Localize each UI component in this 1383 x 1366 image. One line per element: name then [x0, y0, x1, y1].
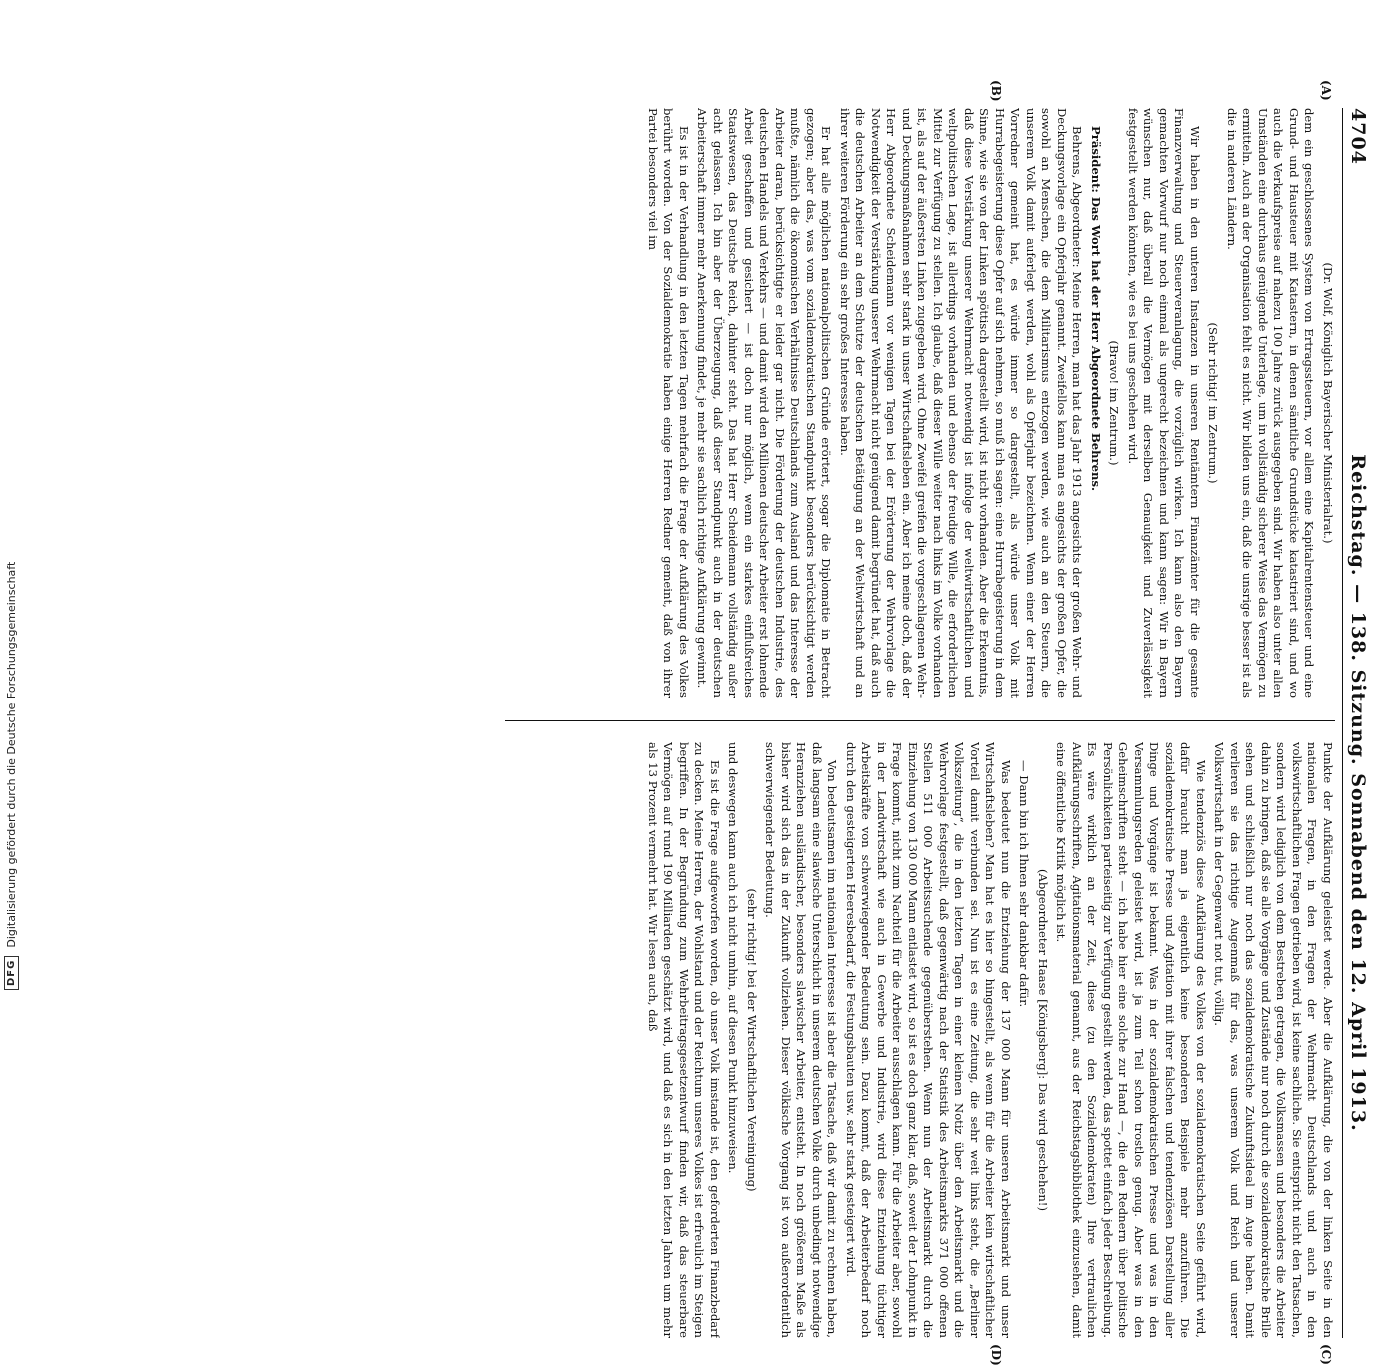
digitization-note: Digitalisierung gefördert durch die Deutsche Forschungsgemeinschaft — [4, 561, 18, 948]
interjection: (Abgeordneter Haase [Königsberg]: Das wird geschehen!) — [1036, 869, 1050, 1211]
page-number: 4704 — [1347, 108, 1369, 165]
marker-d: (D) — [989, 1344, 1003, 1366]
dfg-logo: DFG — [4, 956, 19, 990]
column-divider — [505, 720, 1335, 721]
page-title: Reichstag. — 138. Sitzung. Sonnabend den 12. April 1913. — [1347, 454, 1369, 1132]
left-column — [505, 108, 1335, 698]
paragraph: — Dann bin ich Ihnen sehr dankbar dafür. — [1017, 760, 1032, 1008]
interjection: (Sehr richtig! im Zentrum.) — [1206, 322, 1221, 484]
marker-c: (C) — [1319, 1344, 1333, 1365]
marker-b: (B) — [989, 80, 1003, 102]
interjection: (Bravo! im Zentrum.) — [1107, 340, 1122, 466]
paragraph: Es ist die Frage aufgeworfen worden, ob unser Volk imstande ist, den geforderten Finanzbedarf zu decken. Meine Herren, der Wohlstand und der Reichtum unseres Volkes ist erfreulich im Steigen begriffen. In der Begründung zum Wehrbeitragsgesetzentwurf finden wir, daß das steuerbare Vermögen auf rund 190 Milliarden geschätzt wird, und daß es sich in den letzten Jahren um mehr als 13 Prozent vermehrt hat. Wir lesen auch, daß — [646, 742, 722, 1338]
paragraph: Von bedeutsamen im nationalen Interesse ist aber die Tatsache, daß wir damit zu rechnen haben, daß langsam eine slawische Unterschicht in unserem deutschen Volke durch unbedingt notwendige Heranziehen ausländischer, besonders slawischer Arbeiter, entsteht. In noch größerem Maße als bisher wird sich das in der Zukunft vollziehen. Dieser völkische Vorgang ist von außerordentlich schwerwiegender Bedeutung. — [763, 742, 840, 1338]
paragraph: Wir haben in den unteren Instanzen in unseren Rentämtern Finanzämter für die gesamte Finanzverwaltung und Steuerveranlagung, die vorzüglich wirken. Ich kann also den Bayern gemachten Vorwurf nur noch einmal als ungerecht bezeichnen und kann sagen: Wir in Bayern wünschen nur, daß überall die Vermögen mit derselben Genauigkeit und Zuverlässigkeit festgestellt werden könnten, wie es bei uns geschehen wird. — [1126, 108, 1202, 698]
page-header — [1342, 108, 1373, 1338]
paragraph: dem ein geschlossenes System von Ertragssteuern, vor allem eine Kapitalrentensteuer und eine Grund- und Hausteuer mit Katastern, in denen sämtliche Grundstücke katastriert sind, und wo auch die Verkaufspreise auf nahezu 100 Jahre zurück ausgegeben sind. Wir haben also unter allen Umständen eine durchaus genügende Unterlage, um in vollständig sicherer Weise das Vermögen zu ermitteln. Auch an der Organisation fehlt es nicht. Wir bilden uns ein, daß die unsrige besser ist als die in anderen Ländern. — [1225, 108, 1317, 698]
paragraph: Punkte der Aufklärung geleistet werde. Aber die Aufklärung, die von der linken Seite in den nationalen Fragen, in den Fragen der Wehrmacht Deutschlands und auch in den volkswirtschaftlichen Fragen getrieben wird, ist keine sachliche. Sie entspricht nicht den Tatsachen, sondern wird lediglich von dem Bestreben getragen, die Volksmassen und besonders die Arbeiter dahin zu bringen, daß sie alle Vorgänge und Zustände nur noch durch die sozialdemokratische Brille sehen und schließlich nur noch das sozialdemokratische Zukunftsideal im Auge haben. Damit verlieren sie das richtige Augenmaß für das, was unserem Volk und Reich und unserer Volkswirtschaft in der Gegenwart not tut, völlig. — [1212, 742, 1335, 1338]
president-remark: Präsident: Das Wort hat der Herr Abgeordnete Behrens. — [1089, 126, 1103, 492]
paragraph: Er hat alle möglichen nationalpolitischen Gründe erörtert, sogar die Diplomatie in Betracht gezogen; aber das, was vom sozialdemokratischen Standpunkt besonders berücksichtigt werden mußte, nämlich die ökonomischen Verhältnisse Deutschlands zum Ausland und das Interesse der Arbeiter daran, berücksichtigte er leider gar nicht. Die Förderung der deutschen Industrie, des deutschen Handels und Verkehrs — und damit wird den Millionen deutscher Arbeiter erst lohnende Arbeit geschaffen und gesichert — ist doch nur möglich, wenn ein starkes einflußreiches Staatswesen, das Deutsche Reich, dahinter steht. Das hat Herr Scheidemann vollständig außer acht gelassen. Ich bin aber der Überzeugung, daß dieser Standpunkt auch in der deutschen Arbeiterschaft immer mehr Anerkennung findet, je mehr sie sachlich richtige Aufklärung gewinnt. — [695, 108, 834, 698]
paragraph: Wie tendenziös diese Aufklärung des Volkes von der sozialdemokratischen Seite geführt wird, dafür braucht man ja eigentlich keine besonderen Beispiele mehr anzuführen. Die sozialdemokratische Presse und Agitation mit ihrer falschen und tendenziösen Darstellung aller Dinge und Vorgänge ist bekannt. Was in der sozialdemokratischen Presse und was in den Versammlungsreden geleistet wird, ist ja zum Teil schon trostlos genug. Aber was in den Geheimschriften steht — ich habe hier eine solche zur Hand —, die den Rednern über politische Persönlichkeiten parteiseitig zur Verfügung gestellt werden, das spottet einfach jeder Beschreibung. Es wäre wirklich an der Zeit, diese (zu den Sozialdemokraten) Ihre vertraulichen Aufklärungsschriften, Agitationsmaterial genannt, aus der Reichstagsbibliothek einzusehen, damit eine öffentliche Kritik möglich ist. — [1054, 742, 1208, 1338]
paragraph: Was bedeutet nun die Entziehung der 137 000 Mann für unseren Arbeitsmarkt und unser Wirtschaftsleben? Man hat es hier so hingestellt, als wenn für die Arbeiter kein wirtschaftlicher Vorteil damit verbunden sei. Nun ist es eine Zeitung, die sehr weit links steht, die „Berliner Volkszeitung“, die in den letzten Tagen in einer kleinen Notiz über den Arbeitsmarkt und die Wehrvorlage festgestellt, daß gegenwärtig nach der Statistik des Arbeitsmarkts 371 000 offenen Stellen 511 000 Arbeitssuchende gegenüberstehen. Wenn nun der Arbeitsmarkt durch die Einziehung von 130 000 Mann entlastet wird, so ist es doch ganz klar, daß, soweit der Lohnpunkt in Frage kommt, nicht zum Nachteil für die Arbeiter ausschlagen kann. Für die Arbeiter aber, sowohl in der Landwirtschaft wie auch in Gewerbe und Industrie, wird diese Entziehung tüchtiger Arbeitskräfte von schwerwiegender Bedeutung sein. Dazu kommt, daß der Arbeiterbedarf noch durch den gesteigerten Heeresbedarf, die Festungsbauten usw. sehr stark gesteigert wird. — [844, 742, 1013, 1338]
speaker-attribution: (Dr. Wolf, Königlich Bayerischer Ministerialrat.) — [1321, 262, 1335, 544]
interjection: (sehr richtig! bei der Wirtschaftlichen Vereinigung) — [745, 888, 759, 1192]
paragraph: Es ist in der Verhandlung in den letzten Tagen mehrfach die Frage der Aufklärung des Volkes berührt worden. Von der Sozialdemokratie haben einige Herren Redner gemeint, daß von ihrer Partei besonders viel im — [646, 108, 691, 698]
paragraph: und deswegen kann auch ich nicht umhin, auf diesen Punkt hinzuweisen. — [726, 742, 741, 1174]
right-column — [505, 742, 1335, 1338]
marker-a: (A) — [1319, 80, 1333, 101]
paragraph: Behrens, Abgeordneter: Meine Herren, man hat das Jahr 1913 angesichts der großen Wehr- und Deckungsvorlage ein Opferjahr genannt. Zweifellos kann man es angesichts der großen Opfer, die sowohl an Menschen, die dem Militarismus entzogen werden, wie auch an den Steuern, die unserem Volk damit auferlegt werden, wohl als Opferjahr bezeichnen. Wenn einer der Herren Vorredner gemeint hat, es würde immer so dargestellt, als würde unser Volk mit Hurrabegeisterung diese Opfer auf sich nehmen, so muß ich sagen: eine Hurrabegeisterung in dem Sinne, wie sie von der Linken spöttisch dargestellt wird, ist nicht vorhanden. Aber die Erkenntnis, daß diese Verstärkung unserer Wehrmacht notwendig ist infolge der weltwirtschaftlichen und weltpolitischen Lage, ist allerdings vorhanden und ebenso der freudige Wille, die erforderlichen Mittel zur Verfügung zu stellen. Ich glaube, daß dieser Wille weiter nach links im Volke vorhanden ist, als auf der äußersten Linken zugegeben wird. Ohne Zweifel greifen die vorgeschlagenen Wehr- und Deckungsmaßnahmen sehr stark in unser Wirtschaftsleben ein. Aber ich meine doch, daß der Herr Abgeordnete Scheidemann vor wenigen Tagen bei der Erörterung der Wehrvorlage die Notwendigkeit der Verstärkung unserer Wehrmacht nicht genügend damit begründet hat, daß auch die deutschen Arbeiter an dem Schutze der deutschen Betätigung an der Weltwirtschaft und an ihrer weiteren Förderung ein sehr großes Interesse haben. — [838, 108, 1085, 698]
